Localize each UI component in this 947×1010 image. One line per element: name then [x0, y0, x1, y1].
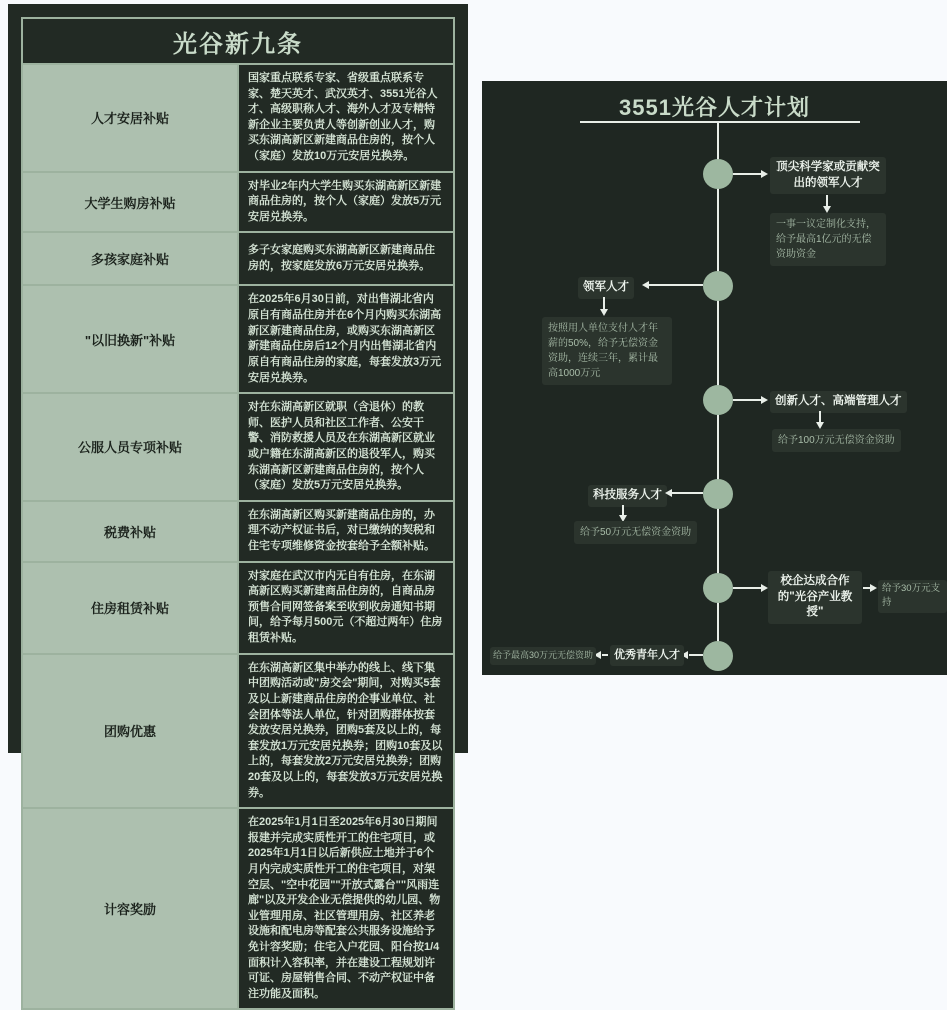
talent-category-label: 领军人才: [578, 277, 634, 299]
connector-line: [826, 195, 828, 206]
connector-line: [603, 297, 605, 309]
policy-label: 团购优惠: [22, 654, 238, 808]
table-title-row: [22, 18, 454, 64]
policy-label: 住房租赁补贴: [22, 562, 238, 654]
talent-category-label: 创新人才、高端管理人才: [770, 391, 907, 413]
policy-table: [21, 17, 455, 1010]
policy-text: 在2025年6月30日前，对出售湖北省内原自有商品住房并在6个月内购买东湖高新区新建商品住房，或购买东湖高新区新建商品住房后12个月内出售湖北省内原自有商品住房的家庭，每套发放3万元安居兑换券。: [238, 285, 454, 393]
talent-category-label: 优秀青年人才: [610, 645, 684, 666]
policy-label: 公服人员专项补贴: [22, 393, 238, 501]
policy-label: 多孩家庭补贴: [22, 232, 238, 285]
arrow-down-icon: [816, 422, 824, 429]
table-row: [22, 285, 454, 393]
connector-line: [649, 284, 703, 286]
connector-line: [863, 587, 870, 589]
timeline-node-circle: [703, 573, 733, 603]
talent-benefit-detail: 按照用人单位支付人才年薪的50%，给予无偿资金资助，连续三年，累计最高1000万元: [542, 317, 672, 385]
connector-line: [602, 654, 608, 656]
policy-table-panel: [8, 4, 468, 1000]
connector-line: [733, 173, 761, 175]
arrow-down-icon: [823, 206, 831, 213]
table-row: [22, 808, 454, 1009]
talent-plan-panel: [482, 81, 947, 675]
timeline-node-circle: [703, 159, 733, 189]
timeline-title: 3551光谷人才计划: [619, 95, 810, 120]
talent-benefit-detail: 给予30万元支持: [878, 580, 947, 613]
policy-text: 对毕业2年内大学生购买东湖高新区新建商品住房的，按个人（家庭）发放5万元安居兑换券。: [238, 172, 454, 233]
connector-line: [689, 654, 703, 656]
table-row: [22, 64, 454, 172]
timeline-top-rule: [580, 121, 860, 123]
policy-text: 对在东湖高新区就职（含退休）的教师、医护人员和社区工作者、公安干警、消防救援人员及在东湖高新区就业或户籍在东湖高新区的退役军人，购买东湖高新区新建商品住房的，按个人（家庭）发放5万元安居兑换券。: [238, 393, 454, 501]
arrow-left-icon: [665, 489, 672, 497]
connector-line: [733, 587, 761, 589]
policy-label: 人才安居补贴: [22, 64, 238, 172]
connector-line: [733, 399, 761, 401]
table-row: [22, 393, 454, 501]
arrow-right-icon: [761, 170, 768, 178]
policy-text: 在2025年1月1日至2025年6月30日期间报建并完成实质性开工的住宅项目，或2025年1月1日以后新供应土地并于6个月内完成实质性开工的住宅项目，对架空层、"空中花园""开放式露台""风雨连廊"以及开发企业无偿提供的幼儿园、物业管理用房、社区管理用房、社区养老设施和配电房等配套公共服务设施给予免计容奖励；住宅入户花园、阳台按1/4面积计入容积率，并在建设工程规划许可证、房屋销售合同、不动产权证中备注功能及面积。: [238, 808, 454, 1009]
policy-label: 大学生购房补贴: [22, 172, 238, 233]
table-row: [22, 232, 454, 285]
policy-text: 国家重点联系专家、省级重点联系专家、楚天英才、武汉英才、3551光谷人才、高级职称人才、海外人才及专精特新企业主要负责人等创新创业人才，购买东湖高新区新建商品住房的，按个人（家庭）发放10万元安居兑换券。: [238, 64, 454, 172]
policy-text: 对家庭在武汉市内无自有住房，在东湖高新区购买新建商品住房的，自商品房预售合同网签备案至收到收房通知书期间，给予每月500元（不超过两年）住房租赁补贴。: [238, 562, 454, 654]
arrow-left-icon: [642, 281, 649, 289]
policy-text: 在东湖高新区集中举办的线上、线下集中团购活动或"房交会"期间，对购买5套及以上新建商品住房的企事业单位、社会团体等法人单位，针对团购群体按套发放安居兑换券，团购5套及以上的，每套发放1万元安居兑换券；团购10套及以上的，每套发放2万元安居兑换券；团购20套及以上的，每套发放3万元安居兑换券。: [238, 654, 454, 808]
talent-category-label: 校企达成合作的"光谷产业教授": [768, 571, 862, 624]
talent-benefit-detail: 给予100万元无偿资金资助: [772, 429, 901, 452]
arrow-right-icon: [870, 584, 877, 592]
talent-category-label: 顶尖科学家或贡献突出的领军人才: [770, 157, 886, 194]
talent-category-label: 科技服务人才: [588, 485, 667, 507]
timeline-node-circle: [703, 385, 733, 415]
talent-benefit-detail: 一事一议定制化支持，给予最高1亿元的无偿资助资金: [770, 213, 886, 266]
table-row: [22, 501, 454, 562]
timeline-node-circle: [703, 479, 733, 509]
table-title: 光谷新九条: [22, 18, 454, 64]
connector-line: [819, 411, 821, 422]
timeline-node-circle: [703, 641, 733, 671]
policy-text: 多子女家庭购买东湖高新区新建商品住房的，按家庭发放6万元安居兑换券。: [238, 232, 454, 285]
policy-label: 税费补贴: [22, 501, 238, 562]
timeline-node-circle: [703, 271, 733, 301]
policy-text: 在东湖高新区购买新建商品住房的，办理不动产权证书后，对已缴纳的契税和住宅专项维修资金按套给予全额补贴。: [238, 501, 454, 562]
arrow-right-icon: [761, 584, 768, 592]
talent-benefit-detail: 给予最高30万元无偿资助: [490, 647, 596, 665]
table-row: [22, 172, 454, 233]
table-row: [22, 562, 454, 654]
table-row: [22, 654, 454, 808]
arrow-right-icon: [761, 396, 768, 404]
policy-label: 计容奖励: [22, 808, 238, 1009]
connector-line: [672, 492, 703, 494]
arrow-down-icon: [600, 309, 608, 316]
connector-line: [622, 505, 624, 515]
talent-benefit-detail: 给予50万元无偿资金资助: [574, 521, 697, 544]
policy-label: "以旧换新"补贴: [22, 285, 238, 393]
